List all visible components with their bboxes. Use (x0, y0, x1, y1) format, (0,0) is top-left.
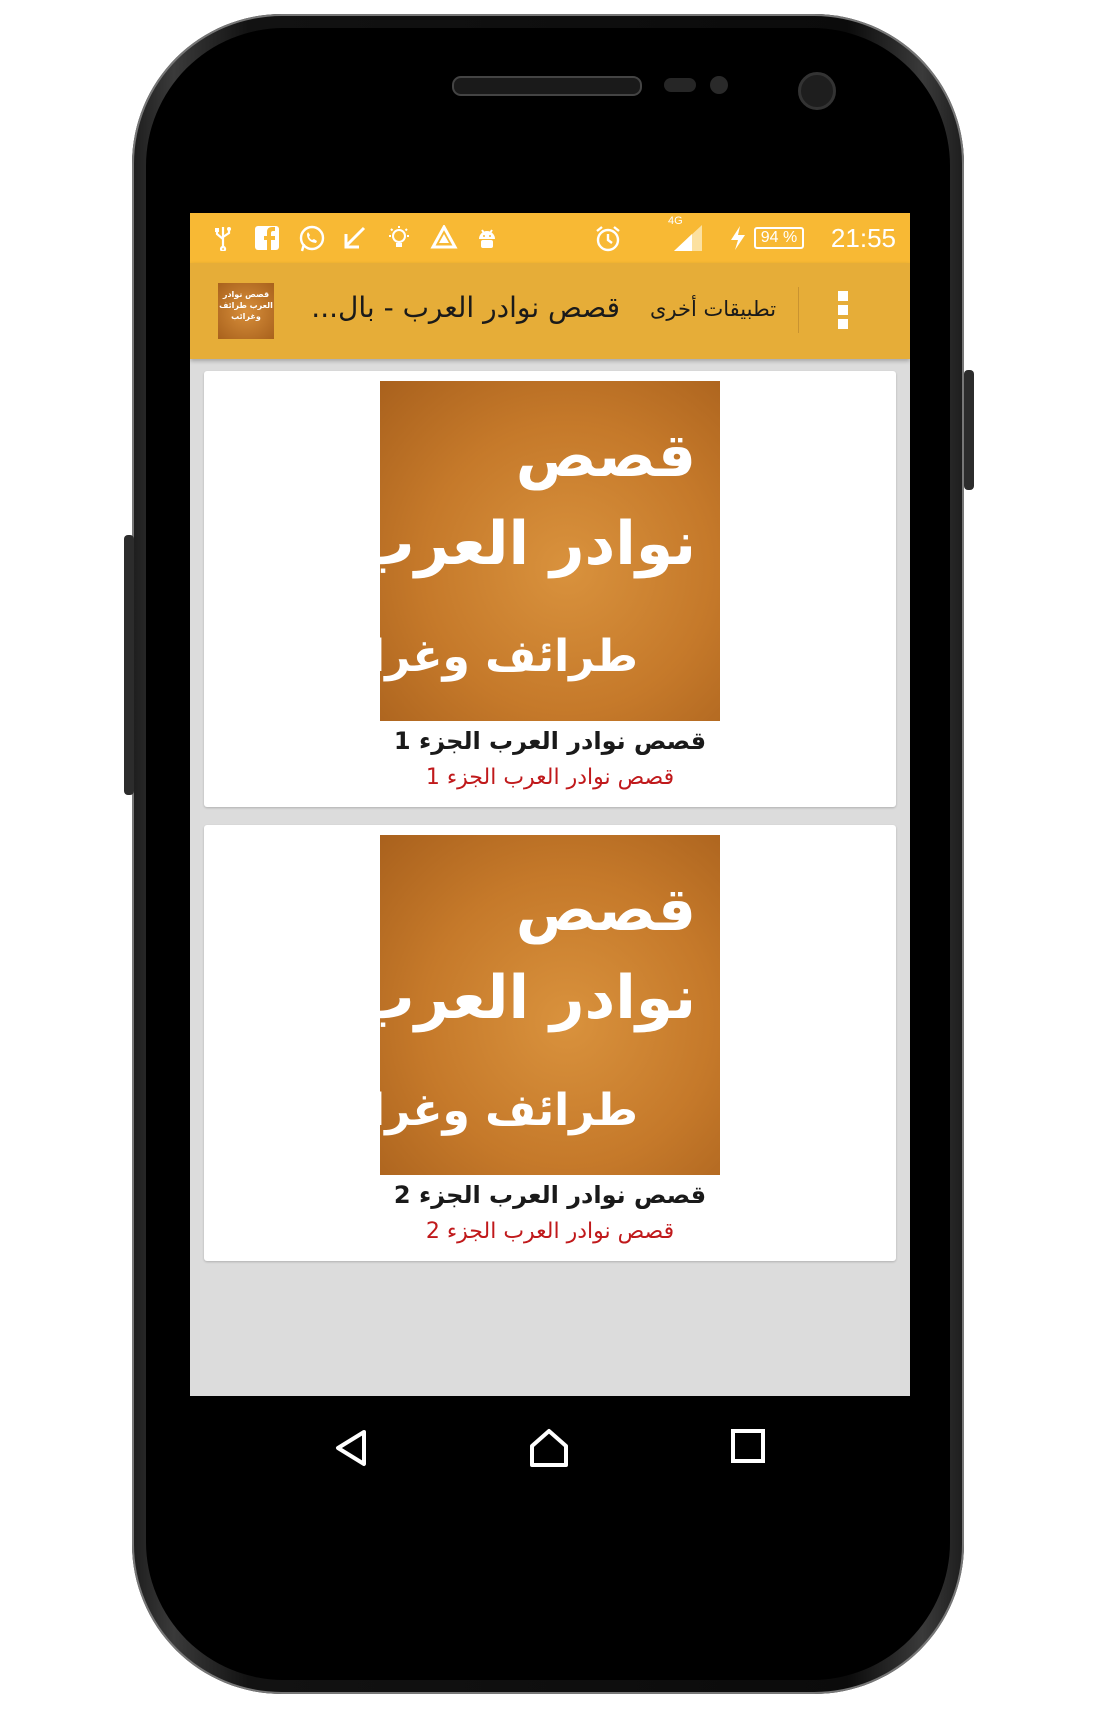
app-bar (190, 263, 910, 359)
action-divider (798, 287, 799, 333)
volume-button (124, 535, 134, 795)
back-icon[interactable] (332, 1428, 372, 1468)
front-camera (798, 72, 836, 110)
charging-icon (728, 225, 748, 251)
download-icon (342, 225, 368, 251)
card-title: قصص نوادر العرب الجزء 2 (393, 1181, 707, 1209)
signal-icon (668, 215, 704, 251)
card-subtitle: قصص نوادر العرب الجزء 1 (425, 765, 675, 790)
clock: 21:55 (830, 223, 896, 253)
alarm-icon (594, 225, 620, 251)
card-image-line: طرائف وغرائب (306, 1085, 638, 1136)
home-icon[interactable] (528, 1428, 568, 1468)
recycle-icon (430, 225, 456, 251)
list-item[interactable] (204, 825, 896, 1261)
navigation-bar (190, 1396, 910, 1496)
card-subtitle: قصص نوادر العرب الجزء 2 (425, 1219, 675, 1244)
battery-indicator: 94 % (754, 227, 804, 249)
screen (190, 213, 910, 1496)
power-button (964, 370, 974, 490)
light-sensor (710, 76, 728, 94)
app-title: قصص نوادر العرب - بال... (311, 291, 620, 324)
card-image-line: نوادر العرب (354, 963, 696, 1033)
card-image (306, 381, 720, 721)
usb-icon (210, 225, 236, 251)
android-icon (474, 225, 500, 251)
card-image (306, 835, 720, 1175)
proximity-sensor (664, 78, 696, 92)
card-image-line: طرائف وغرائب (306, 631, 638, 682)
card-image-line: قصص (515, 875, 696, 945)
app-logo: قصص نوادر العرب طرائف وغرائب (218, 283, 274, 339)
recents-icon[interactable] (730, 1428, 770, 1468)
more-vert-icon[interactable] (838, 291, 850, 335)
lightbulb-icon (386, 225, 412, 251)
earpiece-speaker (452, 76, 642, 96)
whatsapp-icon (298, 225, 324, 251)
status-bar (190, 213, 910, 263)
card-image-line: قصص (515, 421, 696, 491)
other-apps-button[interactable]: تطبيقات أخرى (650, 297, 777, 321)
card-image-line: نوادر العرب (354, 509, 696, 579)
list-item[interactable] (204, 371, 896, 807)
facebook-icon (254, 225, 280, 251)
network-type: 4G (668, 215, 683, 227)
card-title: قصص نوادر العرب الجزء 1 (393, 727, 707, 755)
